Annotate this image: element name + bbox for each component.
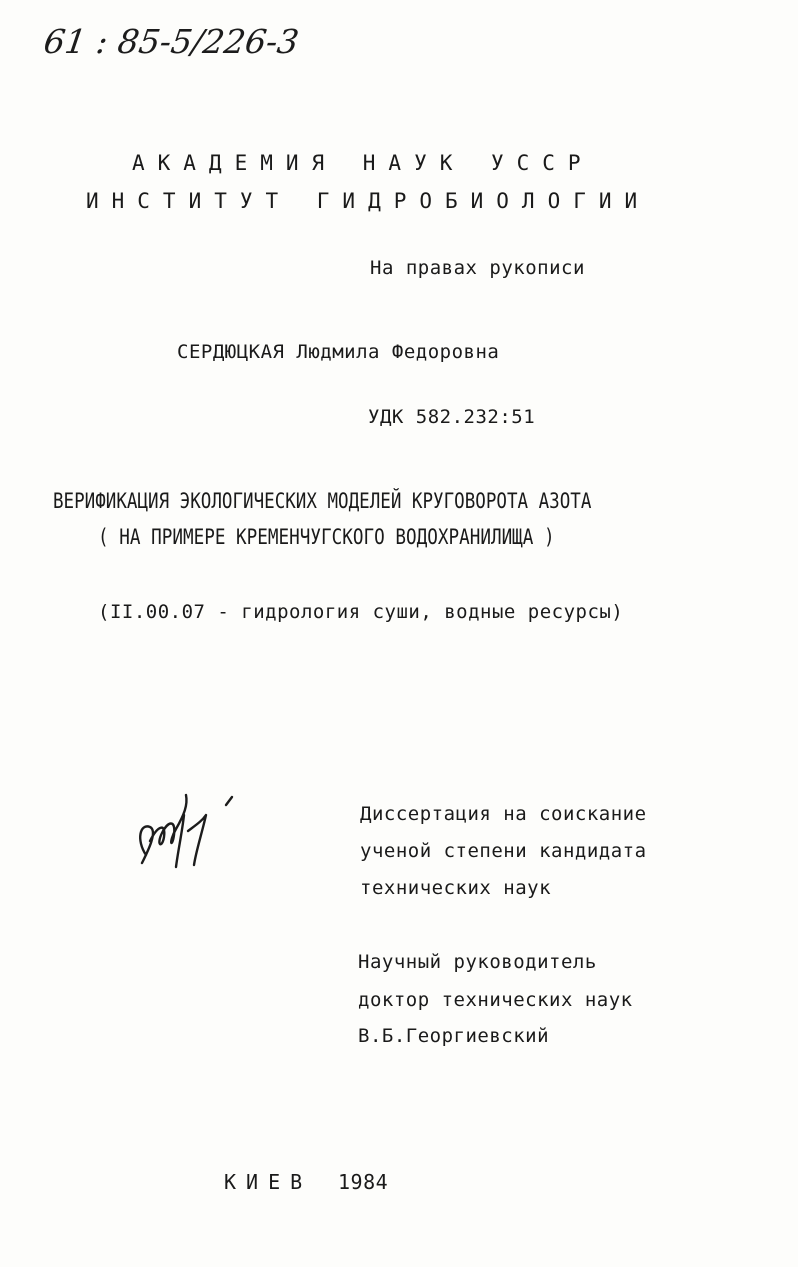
signature-image bbox=[128, 785, 238, 880]
author-name: СЕРДЮЦКАЯ Людмила Федоровна bbox=[177, 341, 500, 363]
thesis-title-line-2: ( НА ПРИМЕРЕ КРЕМЕНЧУГСКОГО ВОДОХРАНИЛИЩА ) bbox=[98, 525, 555, 549]
dissertation-line-2: ученой степени кандидата bbox=[360, 840, 647, 862]
city: КИЕВ bbox=[224, 1170, 313, 1194]
institute-heading: ИНСТИТУТ ГИДРОБИОЛОГИИ bbox=[86, 189, 651, 213]
dissertation-line-3: технических наук bbox=[360, 877, 552, 899]
archive-code: 61 : 85-5/226-3 bbox=[41, 22, 302, 61]
udk-code: УДК 582.232:51 bbox=[368, 406, 536, 428]
academy-heading: АКАДЕМИЯ НАУК УССР bbox=[132, 151, 594, 175]
thesis-title-line-1: ВЕРИФИКАЦИЯ ЭКОЛОГИЧЕСКИХ МОДЕЛЕЙ КРУГОВОРОТА АЗОТА bbox=[53, 489, 592, 513]
supervisor-label: Научный руководитель bbox=[358, 951, 597, 973]
specialty-code: (II.00.07 - гидрология суши, водные ресурсы) bbox=[98, 601, 624, 623]
manuscript-note: На правах рукописи bbox=[370, 257, 585, 279]
dissertation-line-1: Диссертация на соискание bbox=[360, 803, 647, 825]
year: 1984 bbox=[338, 1170, 389, 1194]
supervisor-name: В.Б.Георгиевский bbox=[358, 1025, 550, 1047]
supervisor-degree: доктор технических наук bbox=[358, 989, 633, 1011]
